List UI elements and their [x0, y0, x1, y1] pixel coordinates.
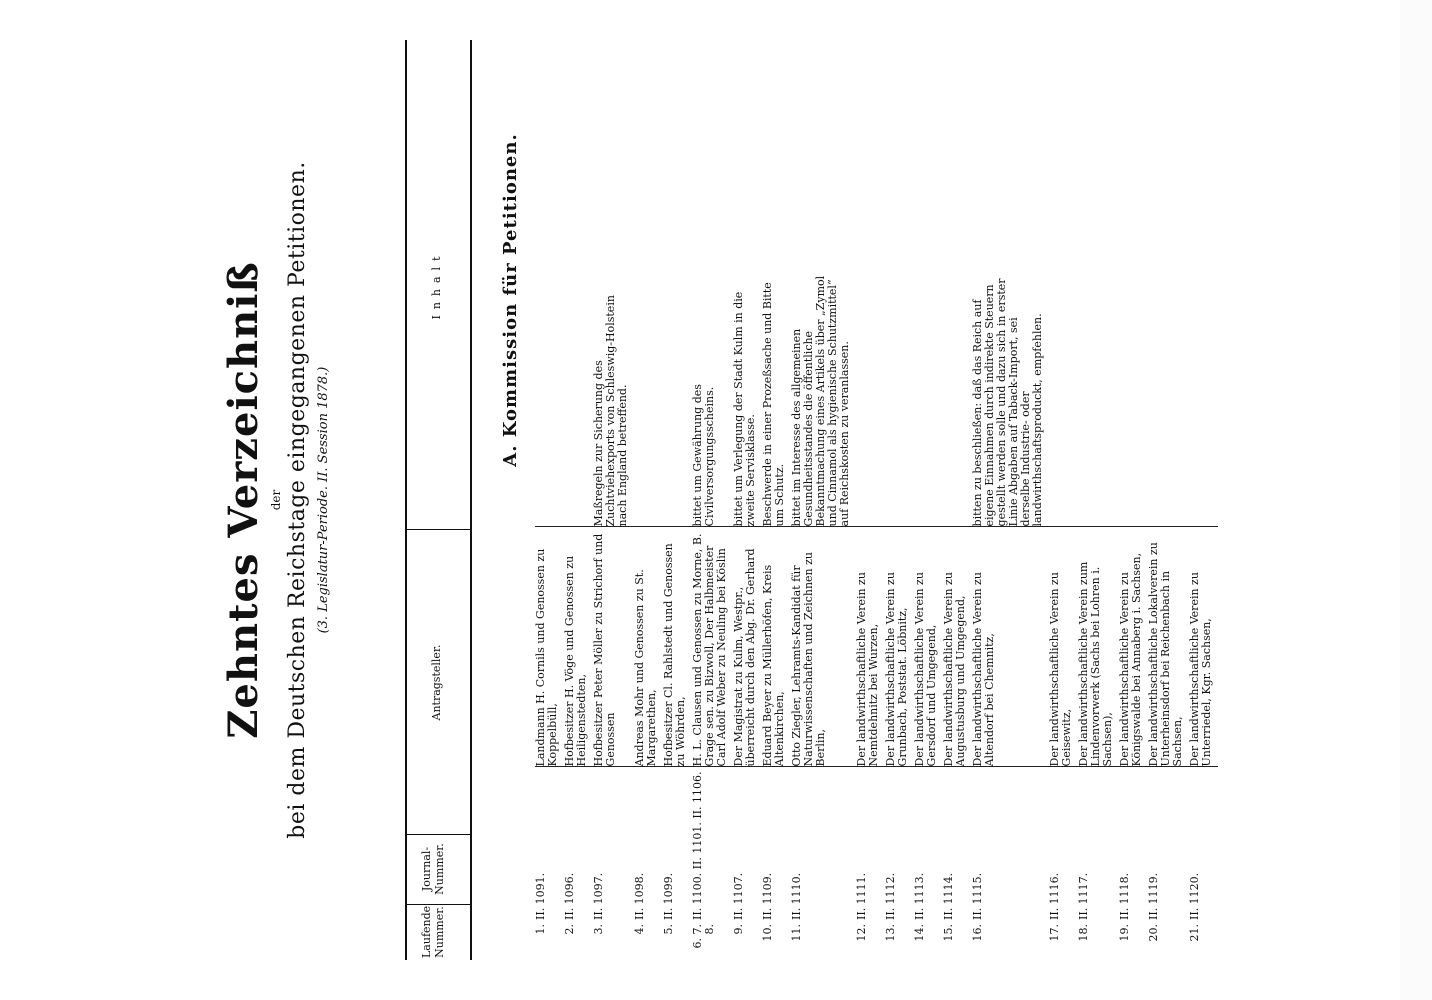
row-content	[663, 262, 692, 527]
row-applicant: Otto Ziegler, Lehramts-Kandidat für Naturwissenschaften und Zeichnen zu Berlin,	[791, 527, 856, 767]
petition-row	[733, 262, 762, 962]
row-number: 15.	[942, 924, 955, 942]
row-journal: II. 1096.	[564, 767, 593, 920]
petition-row	[1119, 262, 1148, 962]
petition-row	[943, 262, 972, 962]
row-journal: II. 1118.	[1119, 767, 1148, 920]
row-number: 16.	[971, 924, 984, 942]
petition-row	[634, 262, 663, 962]
row-journal: II. 1110.	[791, 767, 856, 920]
row-applicant: Landmann H. Cornils und Genossen zu Koppelbüll,	[535, 527, 564, 767]
row-content	[1049, 262, 1078, 527]
petition-row	[1049, 262, 1078, 962]
petition-rows	[535, 262, 1218, 962]
page-heading	[220, 40, 331, 960]
row-content	[1078, 262, 1119, 527]
row-content	[535, 262, 564, 527]
row-number: 9.	[732, 924, 745, 935]
petition-row	[791, 262, 856, 962]
row-journal: II. 1117.	[1078, 767, 1119, 920]
col-header-journal: Journal-Nummer.	[420, 843, 446, 895]
row-journal: II. 1113.	[914, 767, 943, 920]
row-applicant: Hofbesitzer Peter Möller zu Strichorf und Genossen	[593, 527, 634, 767]
row-journal: II. 1109.	[762, 767, 791, 920]
row-applicant: Der landwirthschaftliche Verein zum Lindenvorwerk (Sachs bei Lohren i. Sachsen),	[1078, 527, 1119, 767]
row-number: 20.	[1147, 924, 1160, 942]
row-content	[634, 262, 663, 527]
petition-table	[535, 262, 1218, 962]
row-content	[856, 262, 885, 527]
row-content: Maßregeln zur Sicherung des Zuchtviehexports von Schleswig-Holstein nach England betreffend.	[592, 295, 629, 527]
row-journal: II. 1098.	[634, 767, 663, 920]
row-applicant: Andreas Mohr und Genossen zu St. Margarethen,	[634, 527, 663, 767]
row-content	[1148, 262, 1189, 527]
row-journal: II. 1119.	[1148, 767, 1189, 920]
col-header-inhalt: Inhalt	[430, 250, 443, 320]
row-applicant: Der Magistrat zu Kulm, Westpr., überreicht durch den Abg. Dr. Gerhard	[733, 527, 762, 767]
petition-row	[663, 262, 692, 962]
petition-row	[564, 262, 593, 962]
row-journal: II. 1112.	[885, 767, 914, 920]
section-title: A. Kommission für Petitionen.	[500, 133, 521, 467]
petition-row	[856, 262, 885, 962]
row-journal: II. 1091.	[535, 767, 564, 920]
row-applicant: Hofbesitzer H. Vöge und Genossen zu Heiligenstedten,	[564, 527, 593, 767]
row-number: 21.	[1188, 924, 1201, 942]
row-number: 10.	[761, 924, 774, 942]
row-journal: II. 1115.	[972, 767, 1049, 920]
row-number: 5.	[662, 924, 675, 935]
row-journal: II. 1107.	[733, 767, 762, 920]
petition-row	[1078, 262, 1119, 962]
row-applicant: Der landwirthschaftliche Verein zu Gersdorf und Umgegend,	[914, 527, 943, 767]
row-applicant: H. L. Clausen und Genossen zu Morne, B. Grage sen. zu Bizwoll, Der Halbmeister Carl Adolf Weber zu Neuling bei Köslin	[692, 527, 733, 767]
row-journal: II. 1100. II. 1101. II. 1106.	[692, 767, 733, 920]
row-content: bittet um Verlegung der Stadt Kulm in die zweite Servisklasse.	[732, 291, 757, 527]
header-top-rule	[405, 40, 407, 960]
row-number: 11.	[790, 924, 803, 942]
row-content: bittet um Gewährung des Civilversorgungsscheins.	[691, 384, 716, 527]
row-number: 19.	[1118, 924, 1131, 942]
row-applicant: Der landwirthschaftliche Verein zu Geisewitz,	[1049, 527, 1078, 767]
row-applicant: Der landwirthschaftliche Verein zu Grunbach, Poststat. Löbnitz,	[885, 527, 914, 767]
row-journal: II. 1097.	[593, 767, 634, 920]
page-title: Zehntes Verzeichniß	[220, 261, 267, 739]
col-header-laufende: Laufende Nummer.	[420, 905, 446, 958]
row-applicant: Der landwirthschaftliche Verein zu Königswalde bei Annaberg i. Sachsen,	[1119, 527, 1148, 767]
row-applicant: Der landwirthschaftliche Verein zu Augustusburg und Umgegend,	[943, 527, 972, 767]
row-content	[1189, 262, 1218, 527]
petition-row	[972, 262, 1049, 962]
row-number: 14.	[913, 924, 926, 942]
row-number: 13.	[884, 924, 897, 942]
petition-row	[914, 262, 943, 962]
row-applicant: Hofbesitzer Cl. Rahlstedt und Genossen zu Wöhrden,	[663, 527, 692, 767]
petition-row	[692, 262, 733, 962]
row-applicant: Eduard Beyer zu Müllerhöfen, Kreis Altenkirchen,	[762, 527, 791, 767]
row-number: 18.	[1077, 924, 1090, 942]
row-number: 4.	[633, 924, 646, 935]
row-applicant: Der landwirthschaftliche Verein zu Nemtdehnitz bei Wurzen,	[856, 527, 885, 767]
row-number: 3.	[592, 924, 605, 935]
title-der: der	[269, 489, 283, 511]
petition-row	[1189, 262, 1218, 962]
row-journal: II. 1116.	[1049, 767, 1078, 920]
row-content	[564, 262, 593, 527]
row-content	[1119, 262, 1148, 527]
row-content	[943, 262, 972, 527]
row-applicant: Der landwirthschaftliche Verein zu Unterriedel, Kgr. Sachsen,	[1189, 527, 1218, 767]
col-divider-3	[405, 529, 472, 530]
row-content: bittet im Interesse des allgemeinen Gesundheitsstandes die öffentliche Bekanntmachung eines Artikels über „Zymol und Cinnamol als hygienische Schutzmittel“ auf Reichskosten zu veranlassen.	[790, 275, 851, 527]
row-number: 6. 7. 8.	[691, 924, 716, 949]
petition-row	[762, 262, 791, 962]
row-number: 17.	[1048, 924, 1061, 942]
row-applicant: Der landwirthschaftliche Lokalverein zu Unterheinsdorf bei Reichenbach in Sachsen,	[1148, 527, 1189, 767]
col-header-antragsteller: Antragsteller.	[430, 644, 443, 721]
row-number: 1.	[534, 924, 547, 935]
petition-row	[1148, 262, 1189, 962]
row-journal: II. 1120.	[1189, 767, 1218, 920]
sidebar-credit	[1407, 8, 1427, 992]
petition-row	[535, 262, 564, 962]
row-journal: II. 1111.	[856, 767, 885, 920]
session-note: (3. Legislatur-Periode. II. Session 1878.)	[316, 366, 331, 634]
page-subtitle: bei dem Deutschen Reichstage eingegangenen Petitionen.	[285, 161, 310, 839]
petition-row	[593, 262, 634, 962]
row-content: bitten zu beschließen: daß das Reich auf eigene Einnahmen durch indirekte Steuern gestellt werden solle und dazu sich in erster Linie Abgaben auf Taback-Import, sei derselbe Industrie- oder landwirthschaftsproduckt, empfehlen.	[971, 278, 1044, 527]
col-divider-2	[405, 834, 472, 835]
header-bottom-rule	[470, 40, 472, 960]
row-number: 12.	[855, 924, 868, 942]
row-content	[914, 262, 943, 527]
row-content	[885, 262, 914, 527]
row-journal: II. 1099.	[663, 767, 692, 920]
petition-row	[885, 262, 914, 962]
row-journal: II. 1114.	[943, 767, 972, 920]
row-number: 2.	[563, 924, 576, 935]
col-divider-1	[405, 904, 472, 905]
row-applicant: Der landwirthschaftliche Verein zu Altendorf bei Chemnitz,	[972, 527, 1049, 767]
row-content: Beschwerde in einer Prozeßsache und Bitte um Schutz.	[761, 282, 786, 527]
